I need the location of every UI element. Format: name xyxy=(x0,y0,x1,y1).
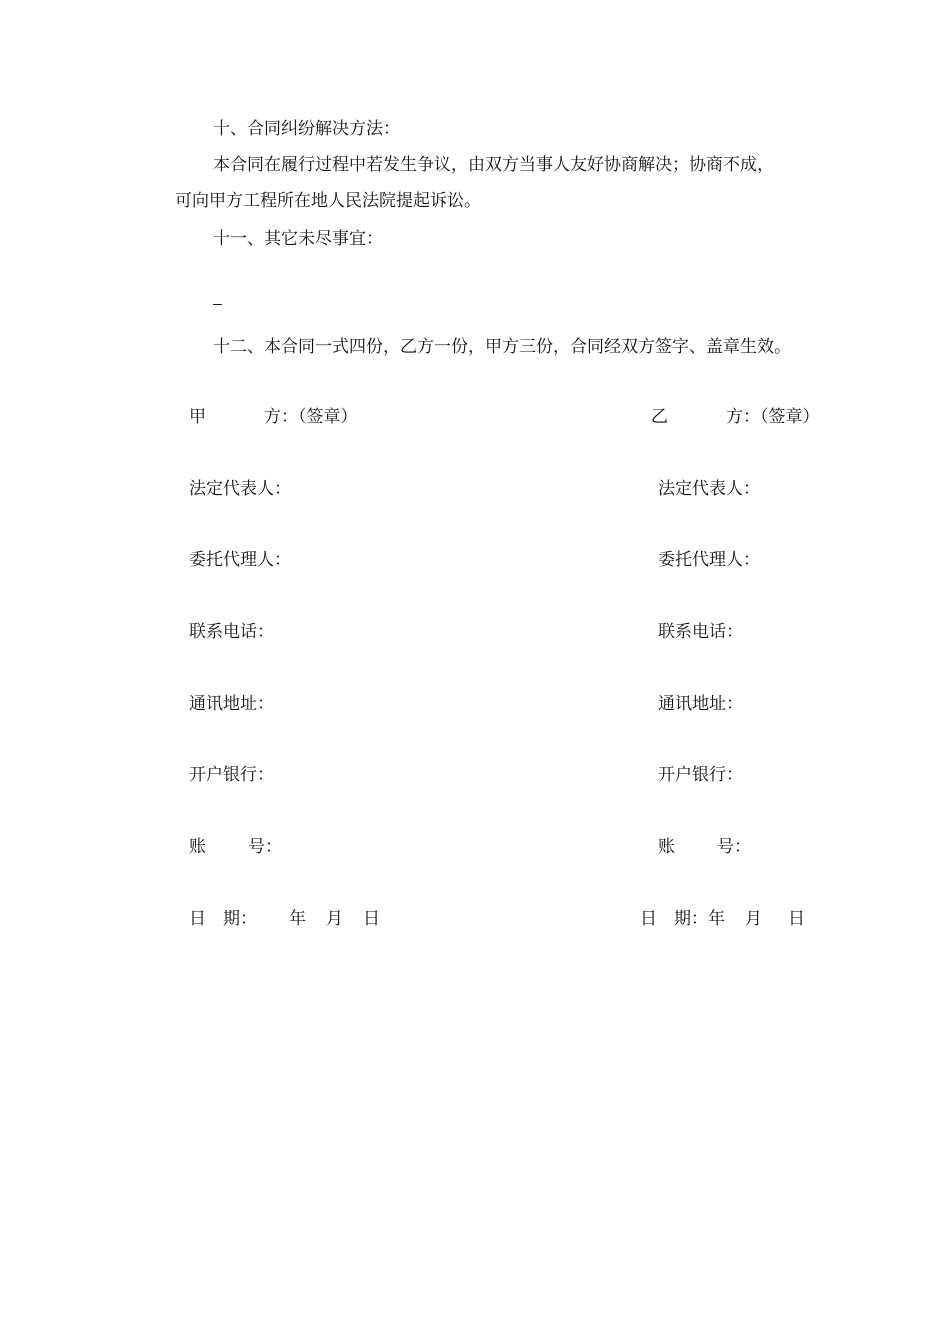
party-a-address: 通讯地址： xyxy=(189,694,274,714)
party-b-date xyxy=(640,908,805,930)
party-a-seal: 方：（签章） xyxy=(264,407,358,427)
party-b-agent: 委托代理人： xyxy=(658,550,760,570)
party-a-agent: 委托代理人： xyxy=(189,550,291,570)
clause-12: 十二、本合同一式四份，乙方一份，甲方三份，合同经双方签字、盖章生效。 xyxy=(213,337,791,357)
party-b-year: 年 xyxy=(708,909,725,929)
party-a-account xyxy=(189,836,282,858)
party-b-month: 月 xyxy=(745,909,762,929)
clause-10-body-line1: 本合同在履行过程中若发生争议，由双方当事人友好协商解决；协商不成， xyxy=(213,155,774,175)
clause-11-title: 十一、其它未尽事宜： xyxy=(213,229,383,249)
party-b-seal: 方：（签章） xyxy=(726,407,820,427)
blank-underline xyxy=(213,304,222,305)
party-a-date xyxy=(189,908,380,930)
party-b-account-char1: 账 xyxy=(658,837,675,857)
party-a-bank: 开户银行： xyxy=(189,765,274,785)
clause-10-title: 十、合同纠纷解决方法： xyxy=(213,119,400,139)
clause-10-body-line2: 可向甲方工程所在地人民法院提起诉讼。 xyxy=(175,191,481,211)
party-a-year: 年 xyxy=(289,909,306,929)
party-b-char: 乙 xyxy=(651,407,668,427)
party-b-bank: 开户银行： xyxy=(658,765,743,785)
party-a-account-char2: 号： xyxy=(248,837,282,857)
party-b-address: 通讯地址： xyxy=(658,694,743,714)
party-a-date-label: 日 期： xyxy=(189,909,257,929)
party-b-date-label: 日 期： xyxy=(640,909,708,929)
party-b-legal-rep: 法定代表人： xyxy=(658,479,760,499)
party-b-day: 日 xyxy=(788,909,805,929)
party-a-month: 月 xyxy=(326,909,343,929)
party-a-label xyxy=(189,406,358,428)
party-b-account-char2: 号： xyxy=(717,837,751,857)
party-a-char: 甲 xyxy=(189,407,206,427)
party-a-legal-rep: 法定代表人： xyxy=(189,479,291,499)
party-a-phone: 联系电话： xyxy=(189,622,274,642)
party-b-phone: 联系电话： xyxy=(658,622,743,642)
party-a-day: 日 xyxy=(363,909,380,929)
party-b-label xyxy=(651,406,820,428)
party-b-account xyxy=(658,836,751,858)
party-a-account-char1: 账 xyxy=(189,837,206,857)
